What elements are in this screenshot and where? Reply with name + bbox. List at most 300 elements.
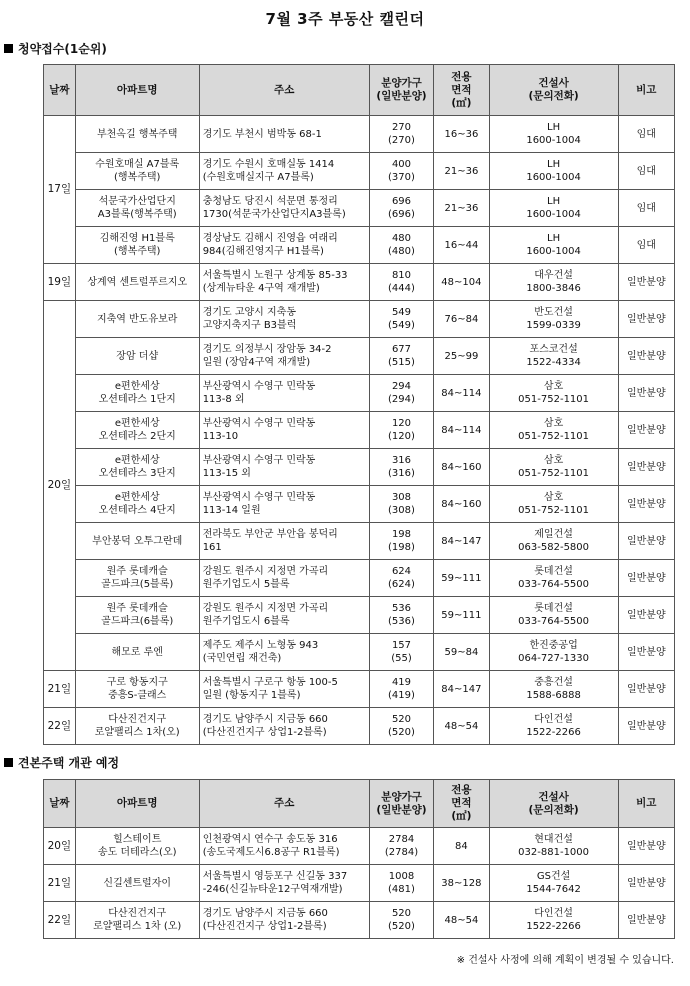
builder-phone: 1522-2266 bbox=[526, 921, 581, 932]
cell-line: (다산진건지구 상업1-2블록) bbox=[202, 921, 327, 932]
apt-name-cell bbox=[75, 560, 199, 597]
units-total: 198 bbox=[391, 529, 412, 540]
address-cell bbox=[199, 264, 369, 301]
area-cell: 25~99 bbox=[434, 338, 489, 375]
table-row bbox=[44, 828, 675, 865]
builder-name: 롯데건설 bbox=[534, 566, 573, 577]
address-cell bbox=[199, 338, 369, 375]
header-date: 날짜 bbox=[44, 65, 76, 116]
table-row bbox=[44, 264, 675, 301]
cell-line: 충청남도 당진시 석문면 통정리 bbox=[202, 196, 338, 207]
table-header-row bbox=[44, 65, 675, 116]
cell-line: 힐스테이트 bbox=[113, 834, 162, 845]
cell-line: 장암 더샵 bbox=[116, 350, 159, 362]
address-cell bbox=[199, 116, 369, 153]
units-general: (316) bbox=[388, 468, 415, 479]
units-general: (624) bbox=[388, 579, 415, 590]
units-cell bbox=[369, 116, 434, 153]
units-total: 480 bbox=[391, 233, 412, 244]
note-cell: 일반분양 bbox=[618, 301, 674, 338]
cell-line: 984(김해진영지구 H1블록) bbox=[202, 246, 324, 257]
builder-cell bbox=[489, 375, 618, 412]
header-units: 분양가구 (일반분양) bbox=[369, 65, 434, 116]
builder-phone: 1600-1004 bbox=[526, 172, 581, 183]
table-row bbox=[44, 597, 675, 634]
table-row bbox=[44, 449, 675, 486]
units-cell bbox=[369, 671, 434, 708]
builder-phone: 033-764-5500 bbox=[518, 579, 590, 590]
cell-line: 오션테라스 1단지 bbox=[98, 394, 176, 405]
units-general: (308) bbox=[388, 505, 415, 516]
builder-cell bbox=[489, 902, 618, 939]
units-general: (481) bbox=[388, 884, 415, 895]
units-general: (696) bbox=[388, 209, 415, 220]
units-general: (2784) bbox=[384, 847, 419, 858]
square-bullet-icon bbox=[4, 758, 13, 767]
date-cell: 21일 bbox=[44, 671, 76, 708]
apt-name-cell bbox=[75, 116, 199, 153]
address-cell bbox=[199, 190, 369, 227]
cell-line: 인천광역시 연수구 송도동 316 bbox=[202, 834, 338, 845]
builder-phone: 1599-0339 bbox=[526, 320, 581, 331]
header-apt: 아파트명 bbox=[75, 65, 199, 116]
area-cell: 84~147 bbox=[434, 671, 489, 708]
table-row bbox=[44, 412, 675, 449]
header-builder: 건설사 (문의전화) bbox=[489, 65, 618, 116]
builder-cell bbox=[489, 523, 618, 560]
cell-line: (행복주택) bbox=[113, 246, 161, 257]
area-cell: 16~44 bbox=[434, 227, 489, 264]
builder-name: 현대건설 bbox=[534, 834, 573, 845]
builder-cell bbox=[489, 227, 618, 264]
cell-line: 다산진건지구 bbox=[108, 908, 167, 919]
builder-name: 롯데건설 bbox=[534, 603, 573, 614]
apt-name-cell bbox=[75, 671, 199, 708]
address-cell bbox=[199, 634, 369, 671]
builder-phone: 051-752-1101 bbox=[518, 468, 590, 479]
units-cell bbox=[369, 301, 434, 338]
note-cell: 일반분양 bbox=[618, 560, 674, 597]
table-row bbox=[44, 634, 675, 671]
apt-name-cell bbox=[75, 338, 199, 375]
area-cell: 48~104 bbox=[434, 264, 489, 301]
header-addr: 주소 bbox=[199, 780, 369, 828]
builder-phone: 033-764-5500 bbox=[518, 616, 590, 627]
builder-phone: 1522-4334 bbox=[526, 357, 581, 368]
builder-cell bbox=[489, 412, 618, 449]
subscription-table bbox=[43, 64, 675, 745]
units-total: 1008 bbox=[388, 871, 415, 882]
cell-line: 113-14 일원 bbox=[202, 505, 261, 516]
builder-name: 제일건설 bbox=[534, 529, 573, 540]
units-total: 2784 bbox=[388, 834, 415, 845]
cell-line: 오션테라스 2단지 bbox=[98, 431, 176, 442]
builder-name: 삼호 bbox=[543, 455, 564, 466]
area-cell: 16~36 bbox=[434, 116, 489, 153]
cell-line: 상계역 센트럴푸르지오 bbox=[87, 276, 188, 288]
builder-cell bbox=[489, 301, 618, 338]
units-cell bbox=[369, 902, 434, 939]
units-total: 419 bbox=[391, 677, 412, 688]
units-total: 549 bbox=[391, 307, 412, 318]
builder-phone: 1588-6888 bbox=[526, 690, 581, 701]
apt-name-cell bbox=[75, 523, 199, 560]
builder-name: LH bbox=[547, 233, 561, 244]
apt-name-cell bbox=[75, 449, 199, 486]
cell-line: 부산광역시 수영구 민락동 bbox=[202, 492, 316, 503]
date-cell: 19일 bbox=[44, 264, 76, 301]
cell-line: 원주 롯데캐슬 bbox=[106, 566, 168, 577]
cell-line: 송도 더테라스(오) bbox=[97, 847, 177, 858]
units-cell bbox=[369, 153, 434, 190]
cell-line: e편한세상 bbox=[114, 492, 160, 503]
cell-line: 지축역 반도유보라 bbox=[96, 313, 178, 325]
apt-name-cell bbox=[75, 375, 199, 412]
table-row bbox=[44, 153, 675, 190]
units-cell bbox=[369, 708, 434, 745]
builder-phone: 063-582-5800 bbox=[518, 542, 590, 553]
apt-name-cell bbox=[75, 865, 199, 902]
apt-name-cell bbox=[75, 227, 199, 264]
cell-line: 다산진건지구 bbox=[108, 714, 167, 725]
builder-phone: 1600-1004 bbox=[526, 246, 581, 257]
address-cell bbox=[199, 153, 369, 190]
cell-line: 로얄팰리스 1차 (오) bbox=[93, 921, 182, 932]
builder-cell bbox=[489, 153, 618, 190]
builder-cell bbox=[489, 828, 618, 865]
cell-line: (행복주택) bbox=[113, 172, 161, 183]
cell-line: e편한세상 bbox=[114, 418, 160, 429]
cell-line: 오션테라스 3단지 bbox=[98, 468, 176, 479]
address-cell bbox=[199, 902, 369, 939]
builder-name: LH bbox=[547, 122, 561, 133]
builder-cell bbox=[489, 486, 618, 523]
builder-name: 포스코건설 bbox=[529, 344, 578, 355]
apt-name-cell bbox=[75, 301, 199, 338]
builder-phone: 051-752-1101 bbox=[518, 431, 590, 442]
cell-line: 1730(석문국가산업단지A3블록) bbox=[202, 209, 346, 220]
units-total: 520 bbox=[391, 714, 412, 725]
section-title-subscription: 청약접수(1순위) bbox=[4, 40, 107, 57]
cell-line: 석문국가산업단지 bbox=[98, 196, 176, 207]
cell-line: 일원 (장암4구역 재개발) bbox=[202, 357, 311, 368]
note-cell: 일반분양 bbox=[618, 902, 674, 939]
units-total: 308 bbox=[391, 492, 412, 503]
cell-line: (국민연립 재건축) bbox=[202, 653, 282, 664]
units-general: (515) bbox=[388, 357, 415, 368]
cell-line: 경기도 부천시 범박동 68-1 bbox=[202, 128, 322, 140]
model-house-table bbox=[43, 779, 675, 939]
builder-cell bbox=[489, 116, 618, 153]
units-cell bbox=[369, 190, 434, 227]
table-row bbox=[44, 190, 675, 227]
table-row bbox=[44, 708, 675, 745]
area-cell: 84~114 bbox=[434, 412, 489, 449]
date-cell: 21일 bbox=[44, 865, 76, 902]
builder-name: LH bbox=[547, 159, 561, 170]
units-total: 520 bbox=[391, 908, 412, 919]
units-cell bbox=[369, 449, 434, 486]
header-addr: 주소 bbox=[199, 65, 369, 116]
units-total: 624 bbox=[391, 566, 412, 577]
cell-line: 부산광역시 수영구 민락동 bbox=[202, 381, 316, 392]
table-row bbox=[44, 116, 675, 153]
cell-line: 일원 (항동지구 1블록) bbox=[202, 690, 301, 701]
cell-line: 해모로 루엔 bbox=[111, 646, 163, 658]
cell-line: e편한세상 bbox=[114, 455, 160, 466]
cell-line: 서울특별시 영등포구 신길동 337 bbox=[202, 871, 348, 882]
apt-name-cell bbox=[75, 190, 199, 227]
cell-line: (송도국제도시6.8공구 R1블록) bbox=[202, 847, 340, 858]
cell-line: 서울특별시 구로구 항동 100-5 bbox=[202, 677, 338, 688]
area-cell: 48~54 bbox=[434, 902, 489, 939]
units-cell bbox=[369, 523, 434, 560]
note-cell: 일반분양 bbox=[618, 597, 674, 634]
builder-name: 삼호 bbox=[543, 492, 564, 503]
cell-line: 골드파크(5블록) bbox=[101, 579, 174, 590]
units-cell bbox=[369, 597, 434, 634]
units-total: 120 bbox=[391, 418, 412, 429]
section-title-model-house: 견본주택 개관 예정 bbox=[4, 754, 119, 771]
builder-cell bbox=[489, 634, 618, 671]
note-cell: 일반분양 bbox=[618, 338, 674, 375]
cell-line: 113-10 bbox=[202, 431, 239, 442]
units-general: (480) bbox=[388, 246, 415, 257]
cell-line: 강원도 원주시 지정면 가곡리 bbox=[202, 566, 329, 577]
units-total: 400 bbox=[391, 159, 412, 170]
units-general: (536) bbox=[388, 616, 415, 627]
note-cell: 일반분양 bbox=[618, 264, 674, 301]
builder-phone: 051-752-1101 bbox=[518, 394, 590, 405]
units-cell bbox=[369, 486, 434, 523]
cell-line: 제주도 제주시 노형동 943 bbox=[202, 640, 319, 651]
apt-name-cell bbox=[75, 597, 199, 634]
cell-line: 신길센트럴자이 bbox=[103, 877, 172, 889]
units-cell bbox=[369, 828, 434, 865]
date-cell: 22일 bbox=[44, 902, 76, 939]
header-note: 비고 bbox=[618, 780, 674, 828]
units-total: 536 bbox=[391, 603, 412, 614]
note-cell: 임대 bbox=[618, 116, 674, 153]
units-cell bbox=[369, 227, 434, 264]
note-cell: 일반분양 bbox=[618, 375, 674, 412]
builder-name: 다인건설 bbox=[534, 714, 573, 725]
address-cell bbox=[199, 412, 369, 449]
units-general: (444) bbox=[388, 283, 415, 294]
units-total: 810 bbox=[391, 270, 412, 281]
cell-line: 원주기업도시 5블록 bbox=[202, 579, 290, 590]
area-cell: 59~84 bbox=[434, 634, 489, 671]
builder-name: 삼호 bbox=[543, 381, 564, 392]
address-cell bbox=[199, 828, 369, 865]
units-general: (419) bbox=[388, 690, 415, 701]
address-cell bbox=[199, 865, 369, 902]
units-total: 316 bbox=[391, 455, 412, 466]
note-cell: 일반분양 bbox=[618, 486, 674, 523]
cell-line: 경기도 고양시 지축동 bbox=[202, 307, 296, 318]
cell-line: 경기도 남양주시 지금동 660 bbox=[202, 714, 328, 725]
area-cell: 59~111 bbox=[434, 560, 489, 597]
table-row bbox=[44, 902, 675, 939]
area-cell: 21~36 bbox=[434, 153, 489, 190]
cell-line: 중흥S-클래스 bbox=[108, 690, 167, 701]
note-cell: 일반분양 bbox=[618, 412, 674, 449]
table-row bbox=[44, 227, 675, 264]
units-cell bbox=[369, 338, 434, 375]
cell-line: 서울특별시 노원구 상계동 85-33 bbox=[202, 270, 348, 281]
note-cell: 임대 bbox=[618, 153, 674, 190]
page-title: 7월 3주 부동산 캘린더 bbox=[265, 10, 425, 28]
cell-line: 로얄팰리스 1차(오) bbox=[94, 727, 180, 738]
builder-phone: 1800-3846 bbox=[526, 283, 581, 294]
cell-line: 161 bbox=[202, 542, 222, 553]
builder-name: 대우건설 bbox=[534, 270, 573, 281]
apt-name-cell bbox=[75, 486, 199, 523]
header-date: 날짜 bbox=[44, 780, 76, 828]
builder-phone: 1600-1004 bbox=[526, 135, 581, 146]
cell-line: 강원도 원주시 지정면 가곡리 bbox=[202, 603, 329, 614]
header-note: 비고 bbox=[618, 65, 674, 116]
cell-line: 원주기업도시 6블록 bbox=[202, 616, 290, 627]
builder-phone: 1544-7642 bbox=[526, 884, 581, 895]
address-cell bbox=[199, 486, 369, 523]
header-units: 분양가구 (일반분양) bbox=[369, 780, 434, 828]
cell-line: 경상남도 김해시 진영읍 여래리 bbox=[202, 233, 338, 244]
header-apt: 아파트명 bbox=[75, 780, 199, 828]
apt-name-cell bbox=[75, 634, 199, 671]
table-row bbox=[44, 486, 675, 523]
units-total: 696 bbox=[391, 196, 412, 207]
cell-line: 부안봉덕 오투그란데 bbox=[92, 535, 183, 547]
address-cell bbox=[199, 523, 369, 560]
address-cell bbox=[199, 597, 369, 634]
units-total: 157 bbox=[391, 640, 412, 651]
builder-name: 한진중공업 bbox=[529, 640, 578, 651]
cell-line: (수원호매실지구 A7블록) bbox=[202, 172, 314, 183]
cell-line: 경기도 수원시 호매실동 1414 bbox=[202, 159, 335, 170]
units-cell bbox=[369, 412, 434, 449]
apt-name-cell bbox=[75, 708, 199, 745]
cell-line: 113-15 외 bbox=[202, 468, 251, 479]
builder-phone: 1522-2266 bbox=[526, 727, 581, 738]
units-general: (270) bbox=[388, 135, 415, 146]
units-general: (370) bbox=[388, 172, 415, 183]
cell-line: (다산진건지구 상업1-2블록) bbox=[202, 727, 327, 738]
table-row bbox=[44, 560, 675, 597]
note-cell: 임대 bbox=[618, 227, 674, 264]
cell-line: e편한세상 bbox=[114, 381, 160, 392]
note-cell: 일반분양 bbox=[618, 634, 674, 671]
builder-phone: 032-881-1000 bbox=[518, 847, 590, 858]
cell-line: (상계뉴타운 4구역 재개발) bbox=[202, 283, 320, 294]
date-cell: 20일 bbox=[44, 828, 76, 865]
apt-name-cell bbox=[75, 828, 199, 865]
apt-name-cell bbox=[75, 902, 199, 939]
units-general: (198) bbox=[388, 542, 415, 553]
builder-name: GS건설 bbox=[536, 871, 571, 882]
builder-phone: 051-752-1101 bbox=[518, 505, 590, 516]
table-row bbox=[44, 375, 675, 412]
note-cell: 일반분양 bbox=[618, 671, 674, 708]
builder-phone: 1600-1004 bbox=[526, 209, 581, 220]
cell-line: 원주 롯데캐슬 bbox=[106, 603, 168, 614]
address-cell bbox=[199, 560, 369, 597]
cell-line: 고양지축지구 B3블럭 bbox=[202, 320, 297, 331]
header-area: 전용 면적 (㎡) bbox=[434, 780, 489, 828]
area-cell: 59~111 bbox=[434, 597, 489, 634]
area-cell: 84 bbox=[434, 828, 489, 865]
table-row bbox=[44, 338, 675, 375]
builder-cell bbox=[489, 190, 618, 227]
cell-line: 부산광역시 수영구 민락동 bbox=[202, 455, 316, 466]
date-cell: 17일 bbox=[44, 116, 76, 264]
note-cell: 일반분양 bbox=[618, 828, 674, 865]
cell-line: 골드파크(6블록) bbox=[101, 616, 174, 627]
note-cell: 일반분양 bbox=[618, 708, 674, 745]
address-cell bbox=[199, 708, 369, 745]
units-general: (294) bbox=[388, 394, 415, 405]
note-cell: 일반분양 bbox=[618, 523, 674, 560]
apt-name-cell bbox=[75, 264, 199, 301]
area-cell: 84~160 bbox=[434, 449, 489, 486]
area-cell: 76~84 bbox=[434, 301, 489, 338]
cell-line: A3블록(행복주택) bbox=[97, 209, 177, 220]
area-cell: 84~160 bbox=[434, 486, 489, 523]
builder-cell bbox=[489, 449, 618, 486]
note-cell: 일반분양 bbox=[618, 449, 674, 486]
area-cell: 84~114 bbox=[434, 375, 489, 412]
footnote: ※ 건설사 사정에 의해 계획이 변경될 수 있습니다. bbox=[456, 955, 674, 966]
area-cell: 84~147 bbox=[434, 523, 489, 560]
note-cell: 일반분양 bbox=[618, 865, 674, 902]
header-builder: 건설사 (문의전화) bbox=[489, 780, 618, 828]
builder-phone: 064-727-1330 bbox=[518, 653, 590, 664]
address-cell bbox=[199, 227, 369, 264]
address-cell bbox=[199, 301, 369, 338]
square-bullet-icon bbox=[4, 44, 13, 53]
units-total: 677 bbox=[391, 344, 412, 355]
header-area: 전용 면적 (㎡) bbox=[434, 65, 489, 116]
table-row bbox=[44, 865, 675, 902]
address-cell bbox=[199, 375, 369, 412]
builder-name: 삼호 bbox=[543, 418, 564, 429]
builder-cell bbox=[489, 708, 618, 745]
units-cell bbox=[369, 560, 434, 597]
builder-cell bbox=[489, 671, 618, 708]
units-general: (520) bbox=[388, 727, 415, 738]
builder-name: 중흥건설 bbox=[534, 677, 573, 688]
cell-line: 부천옥길 행복주택 bbox=[96, 128, 178, 140]
table-row bbox=[44, 523, 675, 560]
cell-line: 김해진영 H1블록 bbox=[99, 233, 175, 244]
cell-line: -246(신길뉴타운12구역재개발) bbox=[202, 884, 343, 895]
apt-name-cell bbox=[75, 412, 199, 449]
units-general: (549) bbox=[388, 320, 415, 331]
table-row bbox=[44, 301, 675, 338]
builder-name: 다인건설 bbox=[534, 908, 573, 919]
builder-name: LH bbox=[547, 196, 561, 207]
units-total: 294 bbox=[391, 381, 412, 392]
units-general: (120) bbox=[388, 431, 415, 442]
units-total: 270 bbox=[391, 122, 412, 133]
cell-line: 113-8 외 bbox=[202, 394, 245, 405]
area-cell: 38~128 bbox=[434, 865, 489, 902]
address-cell bbox=[199, 671, 369, 708]
units-general: (55) bbox=[391, 653, 412, 664]
address-cell bbox=[199, 449, 369, 486]
cell-line: 오션테라스 4단지 bbox=[98, 505, 176, 516]
units-cell bbox=[369, 375, 434, 412]
